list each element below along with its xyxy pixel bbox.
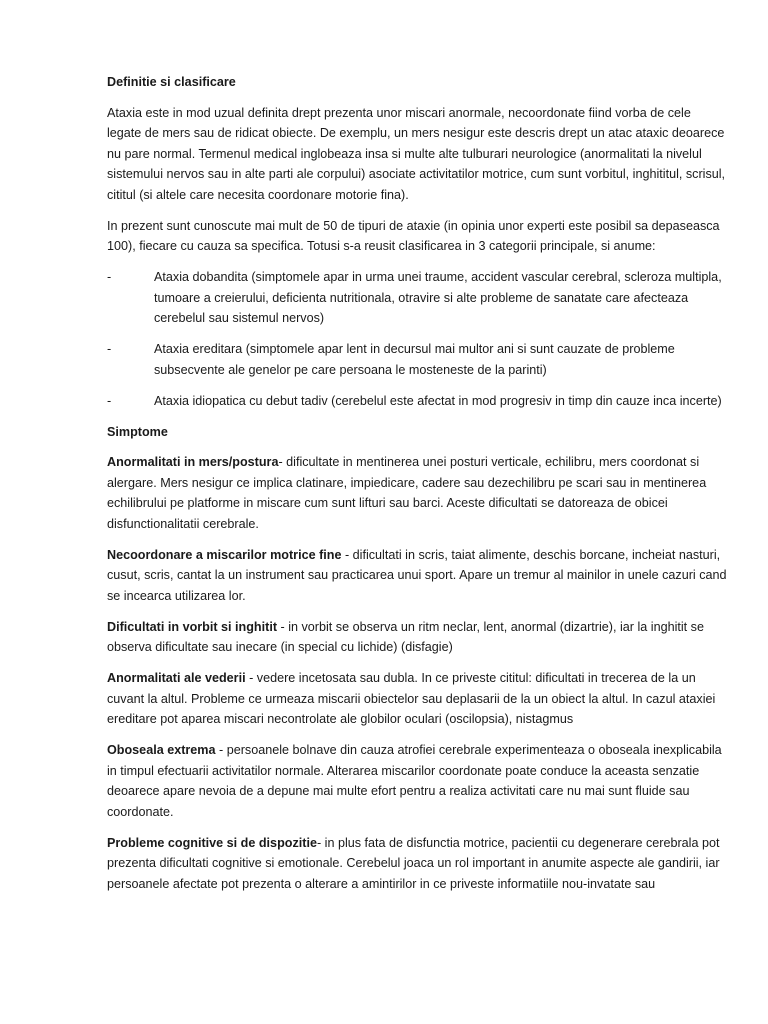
intro-paragraph-2: In prezent sunt cunoscute mai mult de 50 de tipuri de ataxie (in opinia unor experti este posibil sa depaseasca 100), fiecare cu cauza sa specifica. Totusi s-a reusit clasificarea in 3 categorii principale, si anume:	[107, 218, 720, 253]
symptom-description: - dificultati in scris, taiat alimente, deschis borcane, incheiat nasturi, cusut, scris, cantat la un instrument sau practicarea unui sport. Apare un tremur al mainilor in unele cazuri cand se incearca utilizarea lor.	[107, 547, 727, 603]
section-title-definitions: Definitie si clasificare	[107, 75, 236, 89]
category-item	[107, 267, 728, 329]
symptom-term: Anormalitati in mers/postura	[107, 455, 279, 469]
symptom-term: Necoordonare a miscarilor motrice fine	[107, 547, 342, 562]
intro-paragraph-1: Ataxia este in mod uzual definita drept prezenta unor miscari anormale, necoordonate fiind vorba de cele legate de mers sau de ridicat obiecte. De exemplu, un mers nesigur este descris drept un atac ataxic deoarece nu pare normal. Termenul medical inglobeaza insa si multe alte tulburari neurologice (anormalitati la nivelul sistemului nervos sau in alte parti ale corpului) asociate activitatilor motrice, cum sunt vorbitul, inghititul, scrisul, cititul (si altele care necesita coordonare motorie fina).	[107, 105, 726, 202]
category-item	[107, 391, 728, 412]
symptom-description: - in plus fata de disfunctia motrice, pacientii cu degenerare cerebrala pot prezenta dificultati cognitive si emotionale. Cerebelul joaca un rol important in anumite aspecte ale gandirii, iar persoanele afectate pot prezenta o alterare a amintirilor in ce priveste informatiile nou-invatate sau	[107, 835, 720, 891]
section-title-symptoms: Simptome	[107, 424, 168, 439]
category-text: Ataxia dobandita (simptomele apar in urma unei traume, accident vascular cerebral, scleroza multipla, tumoare a creierului, deficienta nutritionala, otravire si alte probleme de sanatate care afecteaza cerebelul sau sistemul nervos)	[154, 270, 722, 325]
symptom-term: Dificultati in vorbit si inghitit	[107, 619, 278, 634]
list-dash: -	[107, 393, 112, 408]
list-dash: -	[107, 342, 112, 356]
symptom-description: - dificultate in mentinerea unei posturi verticale, echilibru, mers coordonat si alergare. Mers nesigur ce implica clatinare, impiedicare, cadere sau dezechilibru pe scari sau in mentinerea echilibrului pe platforme in miscare cum sunt lifturi sau barci. Aceste dificultati se datoreaza de obicei disfunctionalitatii cerebrale.	[107, 455, 707, 531]
symptom-paragraph	[107, 545, 728, 607]
symptom-paragraph	[107, 740, 728, 822]
symptom-paragraph	[107, 452, 728, 534]
symptom-term: Probleme cognitive si de dispozitie	[107, 835, 317, 850]
symptom-paragraph	[107, 833, 728, 895]
list-dash: -	[107, 270, 112, 284]
symptom-paragraph	[107, 668, 728, 730]
symptom-description: - persoanele bolnave din cauza atrofiei cerebrale experimenteaza o oboseala inexplicabila in timpul efectuarii activitatilor normale. Alterarea miscarilor coordonate poate conduce la aceasta senzatie deoarece apare nevoia de a depune mai multe efort pentru a realiza activitati care nu mai sunt fluide sau coordonate.	[107, 743, 722, 819]
category-text: Ataxia idiopatica cu debut tadiv (cerebelul este afectat in mod progresiv in timp din cauze inca incerte)	[154, 393, 722, 408]
category-text: Ataxia ereditara (simptomele apar lent in decursul mai multor ani si sunt cauzate de probleme subsecvente ale genelor pe care persoana le mosteneste de la parinti)	[154, 342, 675, 377]
symptom-description: - vedere incetosata sau dubla. In ce priveste cititul: dificultati in trecerea de la un cuvant la altul. Probleme ce urmeaza miscarii obiectelor sau deplasarii de la un obiect la altul. In cazul ataxiei ereditare pot aparea miscari necontrolate ale globilor oculari (oscilopsia), nistagmus	[107, 671, 716, 726]
symptom-description: - in vorbit se observa un ritm neclar, lent, anormal (dizartrie), iar la inghitit se observa dificultate sau inecare (in special cu lichide) (disfagie)	[107, 619, 704, 654]
category-item	[107, 339, 728, 380]
symptom-term: Oboseala extrema	[107, 743, 216, 757]
symptom-term: Anormalitati ale vederii	[107, 671, 246, 685]
symptom-paragraph	[107, 617, 728, 658]
